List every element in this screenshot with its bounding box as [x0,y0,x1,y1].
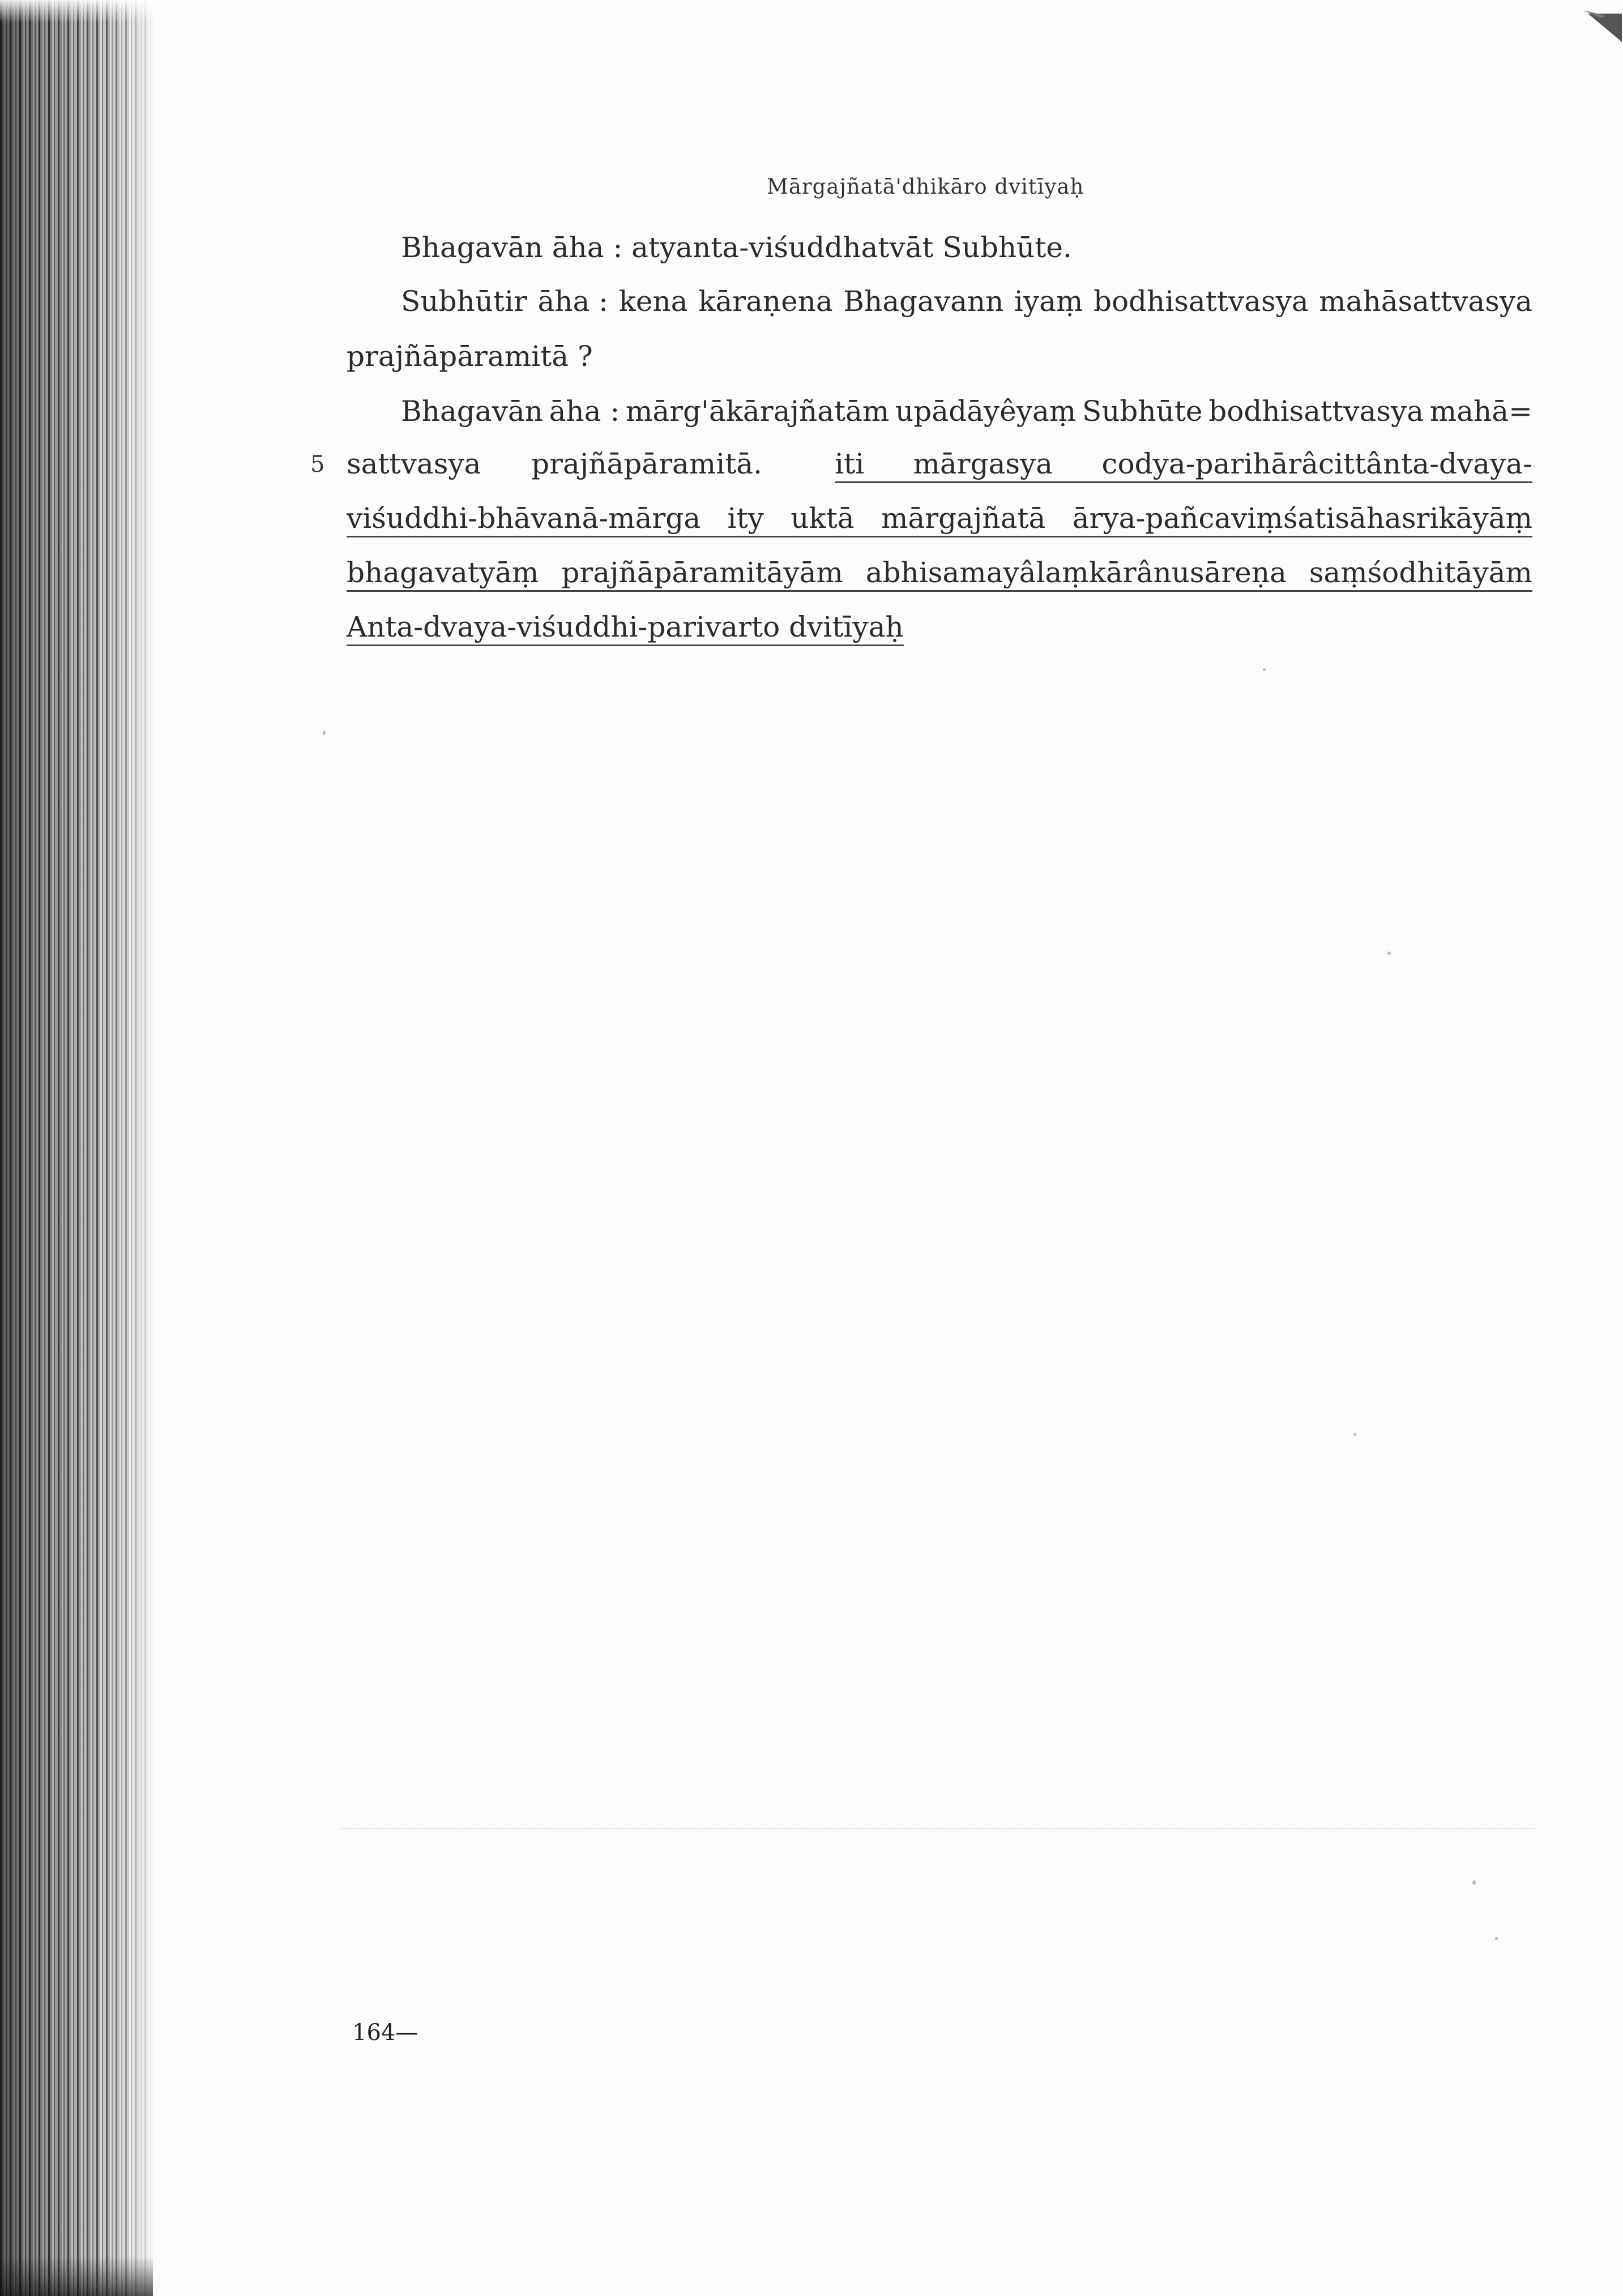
word: mahāsattvasya [1319,285,1532,318]
word: āha : [549,395,620,428]
scan-speck [1495,1937,1498,1940]
word: kāraṇena [698,285,833,318]
word: mārg'ākārajñatām [625,395,890,428]
text-line-1: Bhagavān āha : atyanta-viśuddhatvāt Subhūte. [401,231,1072,264]
scan-speck [1263,668,1266,671]
scan-speck [323,731,326,735]
word: prajñāpāramitā. [531,447,762,480]
word: mahā= [1429,395,1532,428]
word: kena [618,285,688,318]
text-line-3: prajñāpāramitā ? [347,340,593,373]
spine-shadow [0,0,153,2296]
word: uktā [791,502,855,535]
word: ity [727,502,764,535]
scan-speck [1387,951,1391,955]
text-line-6 [347,502,1532,537]
word: mārgajñatā [881,502,1046,535]
running-head: Mārgajñatā'dhikāro dvitīyaḥ [767,174,1084,199]
text-line-7 [347,556,1532,592]
word: āha : [537,285,608,318]
text-line-8: Anta-dvaya-viśuddhi-parivarto dvitīyaḥ [347,611,904,646]
text-line-2 [401,285,1532,318]
word: saṃśodhitāyām [1309,556,1532,589]
word: bodhisattvasya [1093,285,1309,318]
word: Subhūtir [401,285,527,318]
text-line-5-plain [347,447,762,480]
word: mārgasya [913,447,1053,480]
word: iti [835,447,865,480]
page-corner-mark [1583,10,1623,44]
word: bhagavatyāṃ [347,556,539,589]
scan-speck [1353,1433,1356,1436]
word: Bhagavān [401,395,543,428]
scan-artifact-rule [340,1828,1535,1829]
word: prajñāpāramitāyām [561,556,843,589]
word: ārya-pañcaviṃśatisāhasrikāyāṃ [1072,502,1532,535]
word: viśuddhi-bhāvanā-mārga [347,502,701,535]
word: bodhisattvasya [1208,395,1424,428]
page-number: 164— [352,2020,418,2046]
text-line-4 [401,395,1532,428]
word: Bhagavann [843,285,1004,318]
word: sattvasya [347,447,481,480]
spine-top-fade [0,0,153,23]
text-line-5-underlined [835,447,1532,483]
scan-speck [1472,1880,1476,1885]
word: abhisamayâlaṃkārânusāreṇa [865,556,1287,589]
spine-bottom-shadow [0,2256,153,2296]
line-number: 5 [310,451,325,477]
word: codya-parihārâcittânta-dvaya- [1101,447,1532,480]
word: Subhūte [1082,395,1203,428]
word: iyaṃ [1014,285,1083,318]
word: upādāyêyaṃ [895,395,1077,428]
